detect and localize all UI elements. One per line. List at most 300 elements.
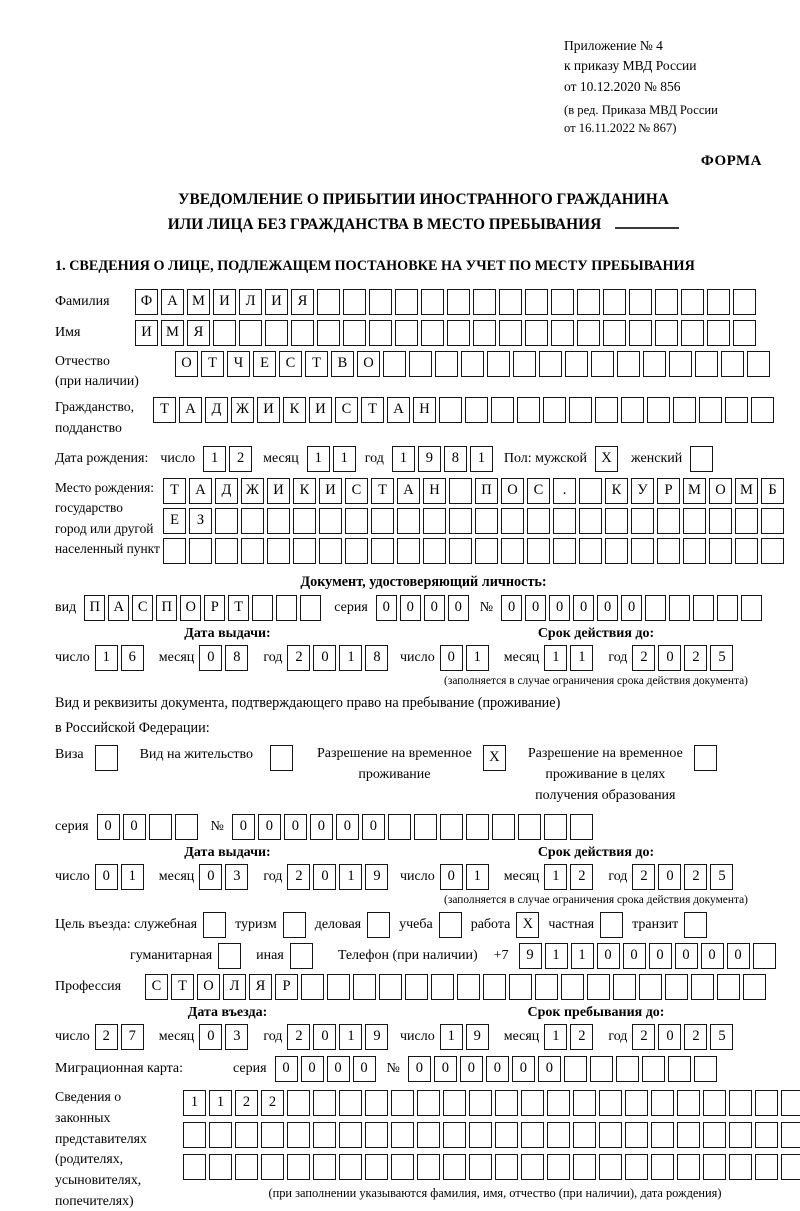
char-cell[interactable] — [669, 595, 690, 621]
char-cell[interactable] — [717, 974, 740, 1000]
char-cell[interactable]: 9 — [418, 446, 441, 472]
char-cell[interactable] — [287, 1122, 310, 1148]
char-cell[interactable] — [625, 1154, 648, 1180]
char-cell[interactable] — [313, 1090, 336, 1116]
char-cell[interactable]: 1 — [307, 446, 330, 472]
char-cell[interactable]: 2 — [570, 864, 593, 890]
char-cell[interactable] — [683, 508, 706, 534]
char-cell[interactable] — [397, 508, 420, 534]
checkbox-cell[interactable] — [270, 745, 293, 771]
char-cell[interactable] — [435, 351, 458, 377]
char-cell[interactable] — [149, 814, 172, 840]
char-cell[interactable]: Л — [223, 974, 246, 1000]
char-cell[interactable]: П — [475, 478, 498, 504]
char-cell[interactable] — [395, 320, 418, 346]
char-cell[interactable]: 0 — [501, 595, 522, 621]
char-cell[interactable] — [551, 320, 574, 346]
char-cell[interactable]: 3 — [225, 1024, 248, 1050]
char-cell[interactable]: Е — [163, 508, 186, 534]
char-cell[interactable] — [561, 974, 584, 1000]
char-cell[interactable]: С — [145, 974, 168, 1000]
char-cell[interactable]: 0 — [675, 943, 698, 969]
char-cell[interactable] — [631, 538, 654, 564]
char-cell[interactable]: 0 — [434, 1056, 457, 1082]
char-cell[interactable]: И — [265, 289, 288, 315]
char-cell[interactable] — [339, 1122, 362, 1148]
char-cell[interactable] — [475, 538, 498, 564]
char-cell[interactable]: 0 — [460, 1056, 483, 1082]
char-cell[interactable] — [163, 538, 186, 564]
char-cell[interactable] — [642, 1056, 665, 1082]
char-cell[interactable] — [617, 351, 640, 377]
checkbox-cell[interactable] — [283, 912, 306, 938]
char-cell[interactable] — [235, 1122, 258, 1148]
char-cell[interactable] — [625, 1090, 648, 1116]
char-cell[interactable]: 9 — [466, 1024, 489, 1050]
char-cell[interactable]: 1 — [203, 446, 226, 472]
char-cell[interactable] — [440, 814, 463, 840]
char-cell[interactable] — [613, 974, 636, 1000]
char-cell[interactable] — [287, 1154, 310, 1180]
char-cell[interactable] — [570, 814, 593, 840]
char-cell[interactable]: 0 — [512, 1056, 535, 1082]
char-cell[interactable] — [317, 289, 340, 315]
char-cell[interactable]: А — [397, 478, 420, 504]
checkbox-cell[interactable]: X — [516, 912, 539, 938]
char-cell[interactable] — [365, 1090, 388, 1116]
char-cell[interactable] — [469, 1154, 492, 1180]
char-cell[interactable] — [457, 974, 480, 1000]
char-cell[interactable]: 1 — [466, 864, 489, 890]
char-cell[interactable]: 0 — [658, 1024, 681, 1050]
char-cell[interactable]: 2 — [229, 446, 252, 472]
char-cell[interactable] — [267, 538, 290, 564]
checkbox-cell[interactable] — [367, 912, 390, 938]
char-cell[interactable] — [547, 1090, 570, 1116]
char-cell[interactable] — [677, 1154, 700, 1180]
char-cell[interactable] — [423, 538, 446, 564]
char-cell[interactable]: 0 — [448, 595, 469, 621]
char-cell[interactable]: 1 — [339, 864, 362, 890]
char-cell[interactable]: Т — [201, 351, 224, 377]
char-cell[interactable] — [365, 1122, 388, 1148]
char-cell[interactable]: З — [189, 508, 212, 534]
char-cell[interactable]: 1 — [339, 1024, 362, 1050]
char-cell[interactable]: 0 — [727, 943, 750, 969]
char-cell[interactable] — [709, 508, 732, 534]
char-cell[interactable] — [681, 289, 704, 315]
char-cell[interactable] — [755, 1154, 778, 1180]
char-cell[interactable] — [265, 320, 288, 346]
char-cell[interactable]: 0 — [123, 814, 146, 840]
char-cell[interactable]: 1 — [544, 645, 567, 671]
char-cell[interactable] — [547, 1122, 570, 1148]
char-cell[interactable] — [694, 1056, 717, 1082]
char-cell[interactable] — [447, 289, 470, 315]
char-cell[interactable] — [466, 814, 489, 840]
char-cell[interactable]: 0 — [597, 943, 620, 969]
char-cell[interactable] — [371, 538, 394, 564]
char-cell[interactable]: 0 — [525, 595, 546, 621]
char-cell[interactable]: Л — [239, 289, 262, 315]
char-cell[interactable] — [417, 1090, 440, 1116]
char-cell[interactable]: 5 — [710, 1024, 733, 1050]
char-cell[interactable]: 0 — [327, 1056, 350, 1082]
char-cell[interactable] — [365, 1154, 388, 1180]
char-cell[interactable] — [449, 508, 472, 534]
char-cell[interactable]: 3 — [225, 864, 248, 890]
char-cell[interactable] — [781, 1122, 800, 1148]
char-cell[interactable] — [379, 974, 402, 1000]
char-cell[interactable]: О — [180, 595, 201, 621]
char-cell[interactable]: 0 — [313, 1024, 336, 1050]
char-cell[interactable] — [681, 320, 704, 346]
char-cell[interactable] — [189, 538, 212, 564]
char-cell[interactable]: 0 — [301, 1056, 324, 1082]
char-cell[interactable] — [539, 351, 562, 377]
char-cell[interactable] — [495, 1154, 518, 1180]
char-cell[interactable]: Р — [204, 595, 225, 621]
char-cell[interactable]: О — [501, 478, 524, 504]
char-cell[interactable]: П — [84, 595, 105, 621]
char-cell[interactable] — [605, 538, 628, 564]
char-cell[interactable]: Т — [361, 397, 384, 423]
char-cell[interactable]: Д — [215, 478, 238, 504]
char-cell[interactable] — [209, 1154, 232, 1180]
char-cell[interactable] — [643, 351, 666, 377]
char-cell[interactable]: 0 — [486, 1056, 509, 1082]
char-cell[interactable] — [313, 1122, 336, 1148]
char-cell[interactable] — [599, 1090, 622, 1116]
checkbox-cell[interactable] — [694, 745, 717, 771]
char-cell[interactable] — [629, 320, 652, 346]
char-cell[interactable]: К — [283, 397, 306, 423]
char-cell[interactable] — [657, 538, 680, 564]
char-cell[interactable]: Я — [187, 320, 210, 346]
char-cell[interactable]: А — [387, 397, 410, 423]
char-cell[interactable] — [543, 397, 566, 423]
char-cell[interactable]: Ч — [227, 351, 250, 377]
char-cell[interactable] — [491, 397, 514, 423]
char-cell[interactable]: 0 — [362, 814, 385, 840]
char-cell[interactable]: 0 — [649, 943, 672, 969]
char-cell[interactable]: П — [156, 595, 177, 621]
char-cell[interactable] — [527, 508, 550, 534]
char-cell[interactable] — [241, 538, 264, 564]
char-cell[interactable] — [421, 289, 444, 315]
char-cell[interactable]: И — [309, 397, 332, 423]
char-cell[interactable]: К — [293, 478, 316, 504]
char-cell[interactable] — [721, 351, 744, 377]
char-cell[interactable]: Я — [249, 974, 272, 1000]
char-cell[interactable] — [673, 397, 696, 423]
char-cell[interactable]: 1 — [466, 645, 489, 671]
char-cell[interactable]: 0 — [258, 814, 281, 840]
char-cell[interactable] — [647, 397, 670, 423]
char-cell[interactable]: 1 — [545, 943, 568, 969]
char-cell[interactable] — [735, 538, 758, 564]
char-cell[interactable] — [501, 508, 524, 534]
char-cell[interactable] — [475, 508, 498, 534]
char-cell[interactable]: 0 — [549, 595, 570, 621]
char-cell[interactable] — [668, 1056, 691, 1082]
char-cell[interactable]: 1 — [571, 943, 594, 969]
char-cell[interactable] — [621, 397, 644, 423]
char-cell[interactable]: 2 — [95, 1024, 118, 1050]
char-cell[interactable] — [513, 351, 536, 377]
char-cell[interactable] — [535, 974, 558, 1000]
char-cell[interactable] — [603, 289, 626, 315]
char-cell[interactable] — [755, 1090, 778, 1116]
char-cell[interactable] — [276, 595, 297, 621]
char-cell[interactable] — [579, 508, 602, 534]
char-cell[interactable]: 1 — [209, 1090, 232, 1116]
char-cell[interactable] — [421, 320, 444, 346]
char-cell[interactable]: 8 — [225, 645, 248, 671]
char-cell[interactable]: 0 — [353, 1056, 376, 1082]
char-cell[interactable]: О — [709, 478, 732, 504]
char-cell[interactable] — [345, 538, 368, 564]
char-cell[interactable]: О — [175, 351, 198, 377]
char-cell[interactable] — [473, 289, 496, 315]
char-cell[interactable]: 9 — [519, 943, 542, 969]
char-cell[interactable] — [517, 397, 540, 423]
char-cell[interactable]: 1 — [121, 864, 144, 890]
char-cell[interactable] — [669, 351, 692, 377]
char-cell[interactable] — [391, 1154, 414, 1180]
char-cell[interactable] — [547, 1154, 570, 1180]
char-cell[interactable]: Т — [153, 397, 176, 423]
char-cell[interactable] — [781, 1154, 800, 1180]
char-cell[interactable]: 0 — [597, 595, 618, 621]
char-cell[interactable] — [443, 1090, 466, 1116]
char-cell[interactable]: 1 — [470, 446, 493, 472]
char-cell[interactable] — [501, 538, 524, 564]
char-cell[interactable] — [603, 320, 626, 346]
char-cell[interactable] — [509, 974, 532, 1000]
char-cell[interactable]: Т — [305, 351, 328, 377]
char-cell[interactable]: 2 — [632, 645, 655, 671]
char-cell[interactable] — [691, 974, 714, 1000]
checkbox-cell[interactable] — [439, 912, 462, 938]
char-cell[interactable] — [553, 538, 576, 564]
char-cell[interactable] — [287, 1090, 310, 1116]
char-cell[interactable]: Т — [228, 595, 249, 621]
char-cell[interactable]: 1 — [544, 1024, 567, 1050]
char-cell[interactable]: 0 — [400, 595, 421, 621]
char-cell[interactable]: 0 — [623, 943, 646, 969]
char-cell[interactable]: 2 — [261, 1090, 284, 1116]
char-cell[interactable]: В — [331, 351, 354, 377]
char-cell[interactable]: 2 — [235, 1090, 258, 1116]
char-cell[interactable]: 0 — [658, 864, 681, 890]
char-cell[interactable]: . — [553, 478, 576, 504]
char-cell[interactable] — [579, 478, 602, 504]
char-cell[interactable]: 0 — [621, 595, 642, 621]
char-cell[interactable]: 0 — [538, 1056, 561, 1082]
char-cell[interactable]: С — [132, 595, 153, 621]
char-cell[interactable] — [465, 397, 488, 423]
char-cell[interactable] — [417, 1154, 440, 1180]
char-cell[interactable] — [595, 397, 618, 423]
char-cell[interactable] — [469, 1122, 492, 1148]
char-cell[interactable]: 0 — [376, 595, 397, 621]
char-cell[interactable] — [781, 1090, 800, 1116]
char-cell[interactable] — [577, 289, 600, 315]
char-cell[interactable] — [525, 320, 548, 346]
char-cell[interactable] — [703, 1122, 726, 1148]
char-cell[interactable]: 1 — [339, 645, 362, 671]
char-cell[interactable] — [699, 397, 722, 423]
char-cell[interactable] — [267, 508, 290, 534]
char-cell[interactable] — [544, 814, 567, 840]
char-cell[interactable] — [703, 1154, 726, 1180]
char-cell[interactable] — [527, 538, 550, 564]
char-cell[interactable] — [747, 351, 770, 377]
char-cell[interactable] — [499, 320, 522, 346]
char-cell[interactable] — [492, 814, 515, 840]
char-cell[interactable] — [339, 1090, 362, 1116]
checkbox-cell[interactable] — [690, 446, 713, 472]
char-cell[interactable]: 0 — [310, 814, 333, 840]
char-cell[interactable]: 8 — [365, 645, 388, 671]
char-cell[interactable]: 2 — [632, 1024, 655, 1050]
char-cell[interactable] — [417, 1122, 440, 1148]
char-cell[interactable]: 1 — [544, 864, 567, 890]
char-cell[interactable] — [743, 974, 766, 1000]
char-cell[interactable] — [655, 289, 678, 315]
char-cell[interactable] — [495, 1090, 518, 1116]
char-cell[interactable] — [391, 1122, 414, 1148]
char-cell[interactable] — [753, 943, 776, 969]
char-cell[interactable]: И — [213, 289, 236, 315]
char-cell[interactable] — [733, 289, 756, 315]
char-cell[interactable] — [761, 508, 784, 534]
char-cell[interactable] — [755, 1122, 778, 1148]
char-cell[interactable] — [319, 508, 342, 534]
char-cell[interactable] — [645, 595, 666, 621]
char-cell[interactable] — [616, 1056, 639, 1082]
char-cell[interactable] — [573, 1154, 596, 1180]
char-cell[interactable] — [353, 974, 376, 1000]
char-cell[interactable] — [651, 1154, 674, 1180]
char-cell[interactable] — [717, 595, 738, 621]
char-cell[interactable]: Р — [275, 974, 298, 1000]
char-cell[interactable]: 0 — [232, 814, 255, 840]
char-cell[interactable] — [449, 478, 472, 504]
char-cell[interactable]: 5 — [710, 864, 733, 890]
char-cell[interactable]: С — [345, 478, 368, 504]
char-cell[interactable]: Б — [761, 478, 784, 504]
char-cell[interactable] — [241, 508, 264, 534]
char-cell[interactable]: 0 — [95, 864, 118, 890]
char-cell[interactable] — [579, 538, 602, 564]
char-cell[interactable] — [565, 351, 588, 377]
char-cell[interactable] — [343, 320, 366, 346]
char-cell[interactable] — [551, 289, 574, 315]
char-cell[interactable]: 0 — [336, 814, 359, 840]
char-cell[interactable] — [521, 1154, 544, 1180]
char-cell[interactable]: 0 — [658, 645, 681, 671]
char-cell[interactable]: С — [527, 478, 550, 504]
char-cell[interactable] — [521, 1090, 544, 1116]
char-cell[interactable]: А — [108, 595, 129, 621]
char-cell[interactable]: А — [161, 289, 184, 315]
char-cell[interactable]: 2 — [287, 864, 310, 890]
char-cell[interactable]: 1 — [392, 446, 415, 472]
char-cell[interactable] — [725, 397, 748, 423]
char-cell[interactable] — [707, 289, 730, 315]
char-cell[interactable] — [215, 508, 238, 534]
char-cell[interactable] — [291, 320, 314, 346]
char-cell[interactable]: Е — [253, 351, 276, 377]
char-cell[interactable] — [709, 538, 732, 564]
char-cell[interactable] — [391, 1090, 414, 1116]
char-cell[interactable]: С — [335, 397, 358, 423]
char-cell[interactable] — [577, 320, 600, 346]
char-cell[interactable]: К — [605, 478, 628, 504]
char-cell[interactable]: И — [257, 397, 280, 423]
char-cell[interactable] — [395, 289, 418, 315]
char-cell[interactable] — [371, 508, 394, 534]
char-cell[interactable] — [293, 508, 316, 534]
char-cell[interactable]: 9 — [365, 864, 388, 890]
char-cell[interactable]: М — [735, 478, 758, 504]
char-cell[interactable]: 0 — [313, 864, 336, 890]
char-cell[interactable] — [313, 1154, 336, 1180]
checkbox-cell[interactable] — [600, 912, 623, 938]
char-cell[interactable] — [639, 974, 662, 1000]
char-cell[interactable] — [293, 538, 316, 564]
char-cell[interactable]: 0 — [424, 595, 445, 621]
char-cell[interactable]: 0 — [440, 645, 463, 671]
char-cell[interactable] — [369, 289, 392, 315]
char-cell[interactable] — [339, 1154, 362, 1180]
char-cell[interactable]: 0 — [313, 645, 336, 671]
char-cell[interactable] — [388, 814, 411, 840]
char-cell[interactable] — [261, 1122, 284, 1148]
char-cell[interactable] — [343, 289, 366, 315]
checkbox-cell[interactable]: X — [595, 446, 618, 472]
char-cell[interactable]: 0 — [199, 1024, 222, 1050]
char-cell[interactable] — [573, 1122, 596, 1148]
char-cell[interactable] — [405, 974, 428, 1000]
char-cell[interactable]: Н — [423, 478, 446, 504]
char-cell[interactable] — [707, 320, 730, 346]
char-cell[interactable] — [443, 1154, 466, 1180]
char-cell[interactable] — [447, 320, 470, 346]
char-cell[interactable]: 5 — [710, 645, 733, 671]
char-cell[interactable] — [573, 1090, 596, 1116]
char-cell[interactable] — [599, 1122, 622, 1148]
char-cell[interactable] — [301, 974, 324, 1000]
char-cell[interactable] — [733, 320, 756, 346]
char-cell[interactable] — [655, 320, 678, 346]
char-cell[interactable] — [183, 1122, 206, 1148]
checkbox-cell[interactable] — [203, 912, 226, 938]
char-cell[interactable] — [397, 538, 420, 564]
char-cell[interactable]: Д — [205, 397, 228, 423]
char-cell[interactable]: 0 — [199, 864, 222, 890]
char-cell[interactable]: 0 — [440, 864, 463, 890]
char-cell[interactable]: 2 — [632, 864, 655, 890]
char-cell[interactable]: 0 — [284, 814, 307, 840]
char-cell[interactable] — [741, 595, 762, 621]
char-cell[interactable]: 1 — [570, 645, 593, 671]
char-cell[interactable] — [300, 595, 321, 621]
char-cell[interactable]: И — [319, 478, 342, 504]
char-cell[interactable] — [345, 508, 368, 534]
